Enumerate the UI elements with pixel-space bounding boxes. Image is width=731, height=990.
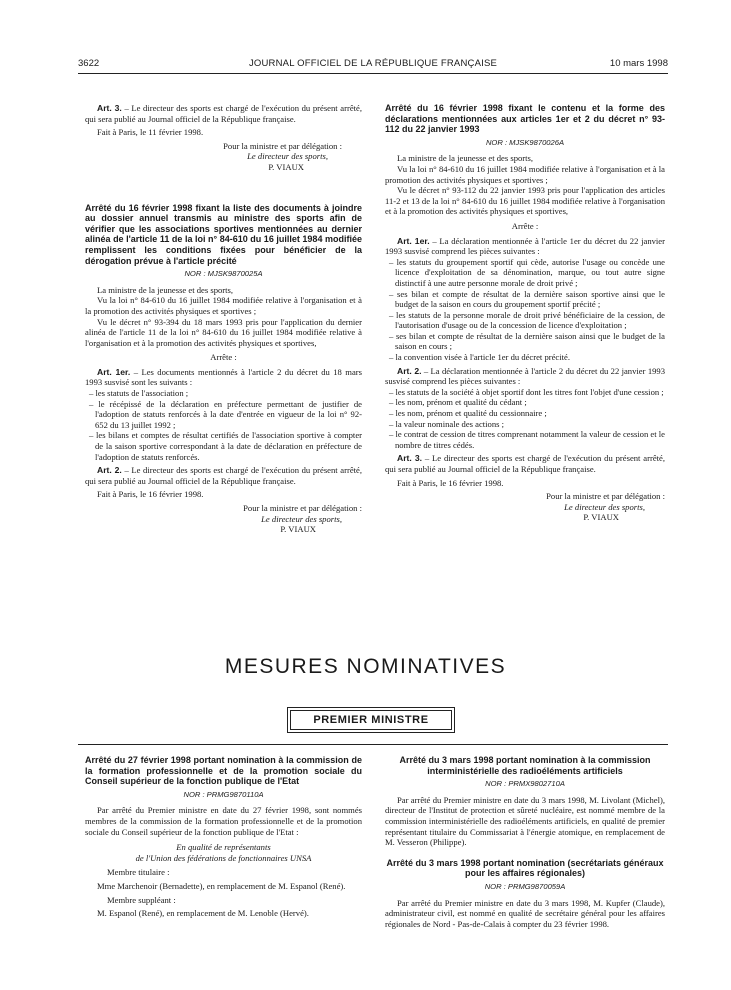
header-rule <box>78 73 668 74</box>
page-number: 3622 <box>78 58 100 69</box>
nor-reference <box>85 269 362 280</box>
substitute-member: M. Espanol (René), en remplacement de M. Lenoble (Hervé). <box>97 908 309 919</box>
list-item: – la valeur nominale des actions ; <box>389 418 505 429</box>
signature-name: P. VIAUX <box>583 512 619 523</box>
arrete-heading: Arrête : <box>511 220 539 231</box>
article-label: Art. 2. <box>97 465 122 476</box>
appointment-paragraph: Par arrêté du Premier ministre en date du 27 février 1998, sont nommés membres de la commission de la formation professionnelle et de la promotion sociale du Conseil supérieur de la fonction publique de l'Etat : <box>85 805 362 837</box>
done-at: Fait à Paris, le 16 février 1998. <box>97 489 204 500</box>
article-label: Art. 2. <box>397 365 422 376</box>
list-item: – la convention visée à l'article 1er du décret précité. <box>389 352 570 363</box>
signature-line: Pour la ministre et par délégation : <box>223 140 342 151</box>
titular-member: Mme Marchenoir (Bernadette), en remplacement de M. Espanol (René). <box>97 880 346 891</box>
nor-text: NOR : PRMG9870110A <box>183 789 264 799</box>
list-item: – le récépissé de la déclaration en préfecture permettant de justifier de l'adoption de statuts renforcés à la date d'entrée en vigueur de la loi n° 92-652 du 13 juillet 1992 ; <box>89 398 362 430</box>
signature-role <box>85 151 362 162</box>
article-1-paragraph <box>385 236 665 257</box>
article-text: – Le directeur des sports est chargé de l'exécution du présent arrêté, qui sera publié au Journal officiel de la République française. <box>85 465 362 486</box>
list-item: – ses bilan et compte de résultat de la dernière saison ainsi que le budget de la saison en cours ; <box>389 330 665 352</box>
arrete-heading: Arrête : <box>210 352 237 363</box>
decree-title: Arrêté du 27 février 1998 portant nomination à la commission de la formation professionnelle et de la promotion sociale du Conseil supérieur de la fonction publique de l'Etat <box>85 755 362 787</box>
decree-title: Arrêté du 3 mars 1998 portant nomination (secrétariats généraux pour les affaires régionales) <box>386 857 664 879</box>
nor-reference <box>85 790 362 801</box>
signature-role-text: Le directeur des sports, <box>261 513 342 524</box>
preamble-law: Vu la loi n° 84-610 du 16 juillet 1984 modifiée relative à l'organisation et à la promotion des activités physiques et sportives ; <box>85 295 362 316</box>
list-item: – les nom, prénom et qualité du cessionnaire ; <box>389 408 547 419</box>
article-3-paragraph <box>385 453 665 474</box>
signature-line: Pour la ministre et par délégation : <box>243 503 362 513</box>
substitute-label: Membre suppléant : <box>107 894 176 905</box>
decree-title: Arrêté du 3 mars 1998 portant nomination à la commission interministérielle des radioéléments artificiels <box>399 755 651 776</box>
preamble-minister: La ministre de la jeunesse et des sports, <box>97 284 234 295</box>
section-rule <box>78 744 668 745</box>
signature-name: P. VIAUX <box>280 524 316 535</box>
nor-text: NOR : PRMG9870059A <box>484 881 566 891</box>
signature-role <box>85 514 362 525</box>
list-item: – les statuts de la société à objet sportif dont les titres font l'objet d'une cession ; <box>389 386 664 397</box>
list-item: – les nom, prénom et qualité du cédant ; <box>389 397 527 408</box>
appointment-paragraph: Par arrêté du Premier ministre en date du 3 mars 1998, M. Livolant (Michel), directeur de l'Institut de protection et sûreté nucléaire, est nommé membre de la commission interministérielle des radioéléments artificiels, en qualité de premier représentant titulaire du Commissariat à l'énergie atomique, en remplacement de M. Vesseron (Philippe). <box>385 794 665 848</box>
article-2-paragraph <box>85 465 362 486</box>
left-column <box>85 103 362 535</box>
article-label: Art. 3. <box>97 103 122 113</box>
done-at: Fait à Paris, le 11 février 1998. <box>97 127 204 138</box>
signature-name: P. VIAUX <box>268 161 304 172</box>
preamble-decree: Vu le décret n° 93-394 du 18 mars 1993 pris pour l'application du dernier alinéa de l'article 11 de la loi n° 84-610 du 16 juillet 1984 modifiée relative à l'organisation et à la promotion des activités physiques et sportives, <box>85 316 362 348</box>
nor-text: NOR : MJSK9870025A <box>184 269 263 279</box>
appointment-paragraph: Par arrêté du Premier ministre en date du 3 mars 1998, M. Kupfer (Claude), administrateur civil, est nommé en qualité de secrétaire général pour les affaires régionales de Nord - Pas-de-Calais à compter du 23 février 1998. <box>385 897 665 929</box>
article-2-paragraph <box>385 366 665 387</box>
decree-title: Arrêté du 16 février 1998 fixant le contenu et la forme des déclarations mentionnées aux articles 1er et 2 du décret n° 93-112 du 22 janvier 1993 <box>385 103 665 135</box>
decree-title: Arrêté du 16 février 1998 fixant la liste des documents à joindre au dossier annuel transmis au ministre des sports afin de vérifier que les associations sportives mentionnées au dernier alinéa de l'article 11 de la loi n° 84-610 du 16 juillet 1984 modifiée remplissent les conditions fixées pour bénéficier de la dérogation prévue à l'article précité <box>85 202 362 266</box>
preamble-law: Vu la loi n° 84-610 du 16 juillet 1984 modifiée relative à l'organisation et à la promotion des activités physiques et sportives ; <box>385 163 665 185</box>
signature-line: Pour la ministre et par délégation : <box>546 491 665 502</box>
quality-text: de l'Union des fédérations de fonctionnaires UNSA <box>135 852 312 863</box>
bottom-left-column <box>85 755 362 919</box>
quality-line <box>85 842 362 853</box>
list-item: – les statuts de l'association ; <box>89 388 189 399</box>
nor-reference <box>385 882 665 893</box>
article-label: Art. 1er. <box>397 235 430 246</box>
signature-role-text: Le directeur des sports, <box>564 501 645 512</box>
preamble-minister: La ministre de la jeunesse et des sports, <box>397 153 534 164</box>
list-item: – les statuts du groupement sportif qui cède, autorise l'usage ou concède une licence d'exploitation de sa dénomination, marque, ou tout autre signe distinctif à une autre personne morale de droit privé ; <box>389 256 665 288</box>
nor-reference <box>385 779 665 790</box>
list-item: – le contrat de cession de titres comprenant notamment la valeur de cession et le nombre de titres cédés. <box>389 429 665 450</box>
nor-text: NOR : MJSK9870026A <box>485 137 565 147</box>
done-at: Fait à Paris, le 16 février 1998. <box>397 477 504 488</box>
ministry-box <box>287 707 455 733</box>
quality-line <box>85 853 362 864</box>
nor-reference <box>385 138 665 149</box>
article-1-paragraph <box>85 367 362 388</box>
article-text: – Le directeur des sports est chargé de l'exécution du présent arrêté, qui sera publié au Journal officiel de la République française. <box>85 103 362 124</box>
signature-role <box>385 502 665 513</box>
ministry-label: PREMIER MINISTRE <box>290 710 452 730</box>
list-item: – les statuts de la personne morale de droit privé bénéficiaire de la cession, de l'autorisation d'usage ou de la concession de licence d'exploitation ; <box>389 309 665 331</box>
bottom-right-column <box>385 755 665 929</box>
article-text: – La déclaration mentionnée à l'article 2 du décret du 22 janvier 1993 susvisé comprend les pièces suivantes : <box>385 365 666 387</box>
preamble-decree: Vu le décret n° 93-112 du 22 janvier 1993 pris pour l'application des articles 11-2 et 13 de la loi n° 84-610 du 16 juillet 1984 modifiée relative à l'organisation et à la promotion des activités physiques et sportives, <box>385 185 665 217</box>
quality-text: En qualité de représentants <box>176 842 271 853</box>
right-column <box>385 103 665 523</box>
article-3-paragraph <box>85 103 362 124</box>
titular-label: Membre titulaire : <box>107 867 170 878</box>
article-label: Art. 3. <box>397 453 423 464</box>
nor-text: NOR : PRMX9802710A <box>485 779 565 789</box>
article-text: – La déclaration mentionnée à l'article 1er du décret du 22 janvier 1993 susvisé comprend les pièces suivantes : <box>385 235 665 257</box>
list-item: – les bilans et comptes de résultat certifiés de l'association sportive à compter de la saison sportive correspondant à la date de déclaration en préfecture de l'adoption de statuts renforcés. <box>89 430 362 462</box>
article-label: Art. 1er. <box>97 366 131 377</box>
article-text: – Les documents mentionnés à l'article 2 du décret du 18 mars 1993 susvisé sont les suivants : <box>85 366 362 388</box>
page-header <box>78 58 668 72</box>
article-text: – Le directeur des sports est chargé de l'exécution du présent arrêté, qui sera publié au Journal officiel de la République française. <box>385 453 665 474</box>
journal-title: JOURNAL OFFICIEL DE LA RÉPUBLIQUE FRANÇAISE <box>248 58 498 69</box>
signature-role-text: Le directeur des sports, <box>247 151 328 162</box>
section-title: MESURES NOMINATIVES <box>224 655 507 678</box>
list-item: – ses bilan et compte de résultat de la dernière saison sportive ainsi que le budget de la saison en cours du groupement sportif précité ; <box>389 288 665 310</box>
issue-date: 10 mars 1998 <box>609 58 668 69</box>
